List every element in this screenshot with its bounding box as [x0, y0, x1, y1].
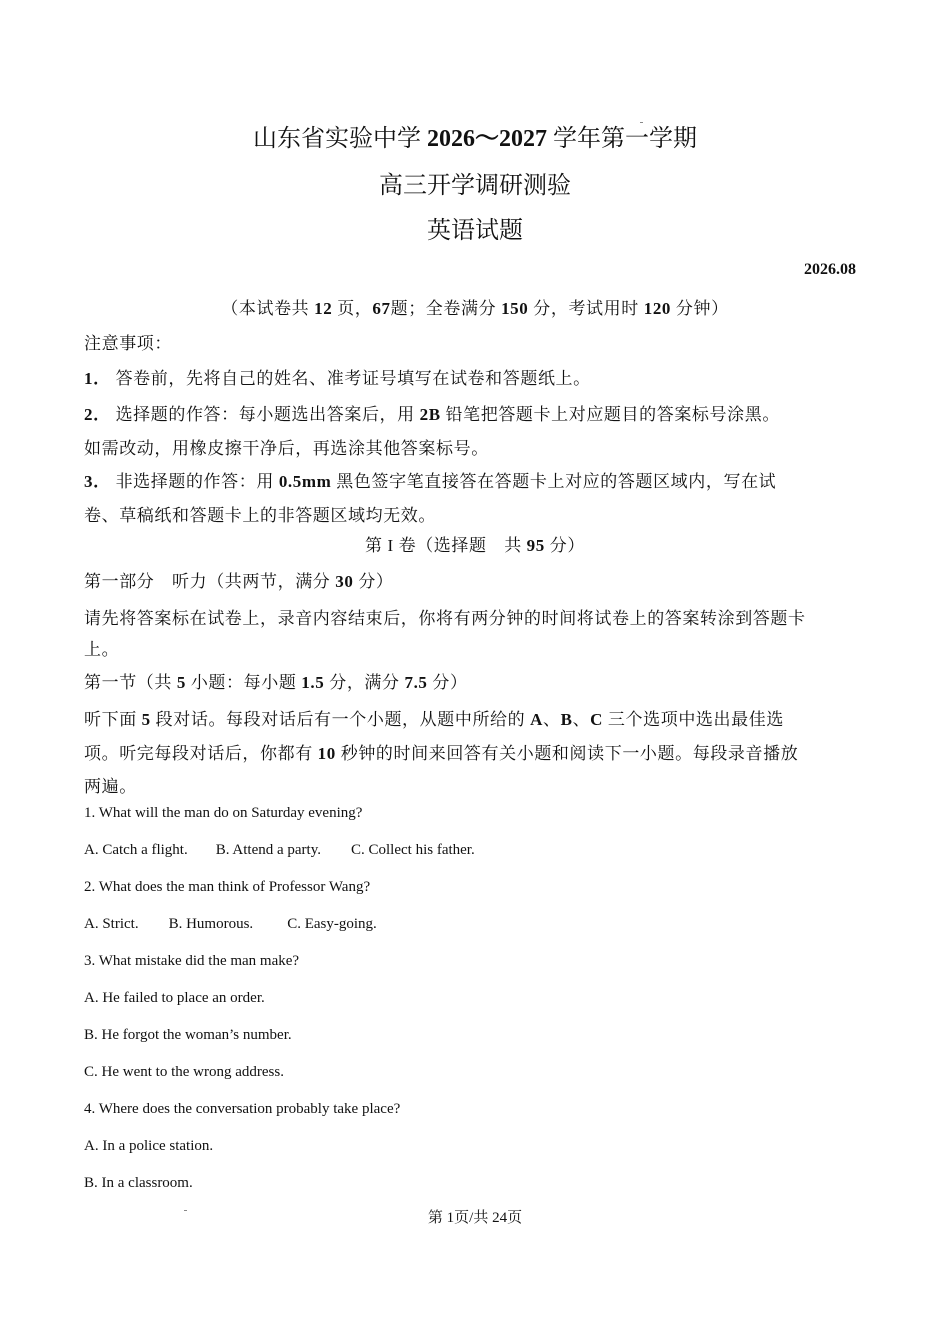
section1-instruction-cont: 项。听完每段对话后，你都有 10 秒钟的时间来回答有关小题和阅读下一小题。每段录音播放 [84, 744, 799, 763]
notice-item-3: 3． 非选择题的作答：用 0.5mm 黑色签字笔直接答在答题卡上对应的答题区域内，写在试 [84, 472, 777, 491]
exam-title: 山东省实验中学 2026～2027 学年第一学期 [253, 126, 697, 152]
page-footer: 第 1页/共 24页 [427, 1210, 523, 1226]
question-4-stem: 4. Where does the conversation probably take place? [84, 1101, 401, 1117]
part1-instruction: 请先将答案标在试卷上，录音内容结束后，你将有两分钟的时间将试卷上的答案转涂到答题卡 [84, 609, 806, 628]
notice-heading: 注意事项： [84, 334, 172, 353]
volume-heading: 第 I 卷（选择题 共 95 分） [365, 536, 585, 555]
option-a: A. Strict. [84, 916, 139, 932]
question-4-option-a: A. In a police station. [84, 1138, 214, 1154]
question-3-option-c: C. He went to the wrong address. [84, 1064, 284, 1080]
question-3-option-a: A. He failed to place an order. [84, 990, 265, 1006]
notice-item-2-cont: 如需改动，用橡皮擦干净后，再选涂其他答案标号。 [84, 439, 489, 458]
exam-date: 2026.08 [804, 261, 856, 278]
part1-instruction-cont: 上。 [84, 640, 120, 659]
question-4-option-b: B. In a classroom. [84, 1175, 193, 1191]
part1-heading: 第一部分 听力（共两节，满分 30 分） [84, 572, 394, 591]
exam-info: （本试卷共 12 页，67题；全卷满分 150 分，考试用时 120 分钟） [221, 299, 729, 318]
notice-item-3-cont: 卷、草稿纸和答题卡上的非答题区域均无效。 [84, 506, 436, 525]
option-b: B. Humorous. [168, 916, 254, 932]
section1-instruction: 听下面 5 段对话。每段对话后有一个小题，从题中所给的 A、B、C 三个选项中选出最佳选 [84, 710, 784, 729]
section1-instruction-end: 两遍。 [84, 777, 137, 796]
stray-mark [640, 122, 643, 123]
question-1-stem: 1. What will the man do on Saturday evening? [84, 805, 363, 821]
question-1-options [84, 842, 475, 859]
option-a: A. Catch a flight. [84, 842, 188, 858]
option-c: C. Easy-going. [287, 916, 377, 932]
question-2-stem: 2. What does the man think of Professor Wang? [84, 879, 371, 895]
question-3-stem: 3. What mistake did the man make? [84, 953, 300, 969]
exam-subject: 英语试题 [427, 218, 523, 244]
option-b: B. Attend a party. [215, 842, 321, 858]
section1-heading: 第一节（共 5 小题：每小题 1.5 分，满分 7.5 分） [84, 673, 468, 692]
exam-subtitle: 高三开学调研测验 [379, 173, 571, 199]
notice-item-2: 2． 选择题的作答：每小题选出答案后，用 2B 铅笔把答题卡上对应题目的答案标号涂黑。 [84, 405, 780, 424]
question-3-option-b: B. He forgot the woman’s number. [84, 1027, 292, 1043]
option-c: C. Collect his father. [351, 842, 475, 858]
question-2-options [84, 916, 377, 933]
notice-item-1: 1． 答卷前，先将自己的姓名、准考证号填写在试卷和答题纸上。 [84, 369, 591, 388]
